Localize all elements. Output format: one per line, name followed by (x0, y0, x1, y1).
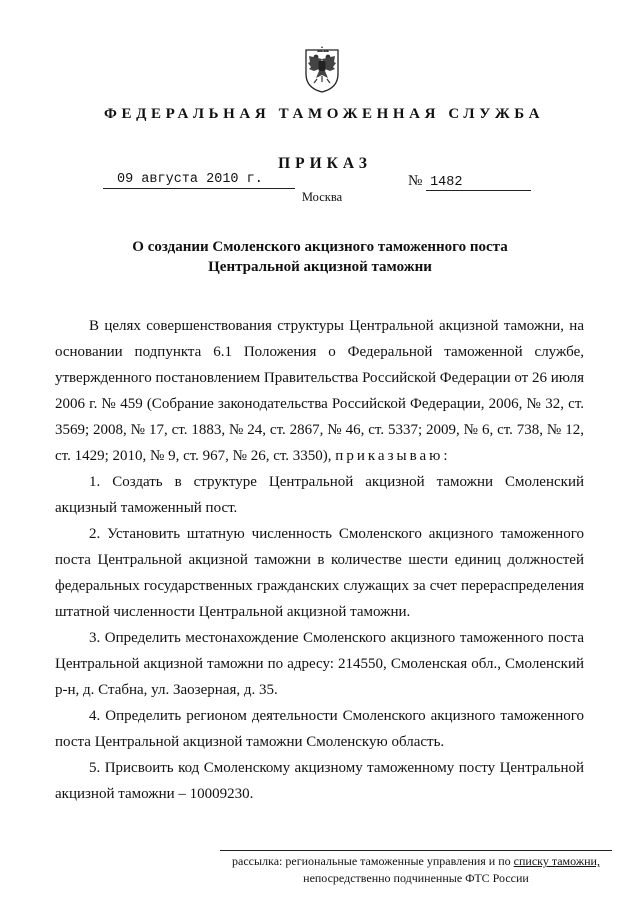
order-title-line-1: О создании Смоленского акцизного таможенного поста (132, 239, 508, 255)
preamble-paragraph (55, 313, 584, 469)
order-item-2: 2. Установить штатную численность Смоленского акцизного таможенного поста Центральной акцизной таможни в количестве шести единиц должностей федеральных государственных гражданских служащих за счет перераспределения штатной численности Центральной акцизной таможни. (55, 526, 584, 620)
order-number-block (408, 173, 531, 191)
order-item-1: 1. Создать в структуре Центральной акцизной таможни Смоленский акцизный таможенный пост. (55, 474, 584, 516)
order-number: 1482 (426, 175, 531, 191)
order-item-3: 3. Определить местонахождение Смоленского акцизного таможенного поста Центральной акцизной таможни по адресу: 214550, Смоленская обл., Смоленский р-н, д. Стабна, ул. Заозерная, д. 35. (55, 630, 584, 698)
order-body (55, 313, 584, 807)
agency-name: ФЕДЕРАЛЬНАЯ ТАМОЖЕННАЯ СЛУЖБА (103, 106, 545, 122)
order-title (0, 237, 640, 277)
distribution-note (220, 850, 612, 887)
distribution-line-1 (220, 853, 612, 870)
preamble-text: В целях совершенствования структуры Центральной акцизной таможни, на основании подпункта 6.1 Положения о Федеральной таможенной службе, утвержденного постановлением Правительства Российской Федерации от 26 июля 2006 г. № 459 (Собрание законодательства Российской Федерации, 2006, № 32, ст. 3569; 2008, № 17, ст. 1883, № 24, ст. 2867, № 46, ст. 5337; 2009, № 6, ст. 738, № 12, ст. 1429; 2010, № 9, ст. 967, № 26, ст. 3350), (55, 318, 584, 464)
distribution-line-2: непосредственно подчиненные ФТС России (303, 871, 529, 885)
order-item-5: 5. Присвоить код Смоленскому акцизному таможенному посту Центральной акцизной таможни – 10009230. (55, 760, 584, 802)
distribution-text: рассылка: региональные таможенные управления и по (232, 854, 511, 868)
russian-double-headed-eagle-icon (302, 44, 342, 94)
order-title-line-2: Центральной акцизной таможни (208, 259, 432, 275)
number-sign: № (408, 173, 423, 189)
order-item-4: 4. Определить регионом деятельности Смоленского акцизного таможенного поста Центральной акцизной таможни Смоленскую область. (55, 708, 584, 750)
distribution-link[interactable]: списку таможни, (513, 854, 600, 868)
city: Москва (301, 190, 343, 204)
order-word: приказываю: (335, 448, 451, 464)
order-date: 09 августа 2010 г. (103, 172, 295, 189)
document-type: ПРИКАЗ (278, 155, 372, 172)
